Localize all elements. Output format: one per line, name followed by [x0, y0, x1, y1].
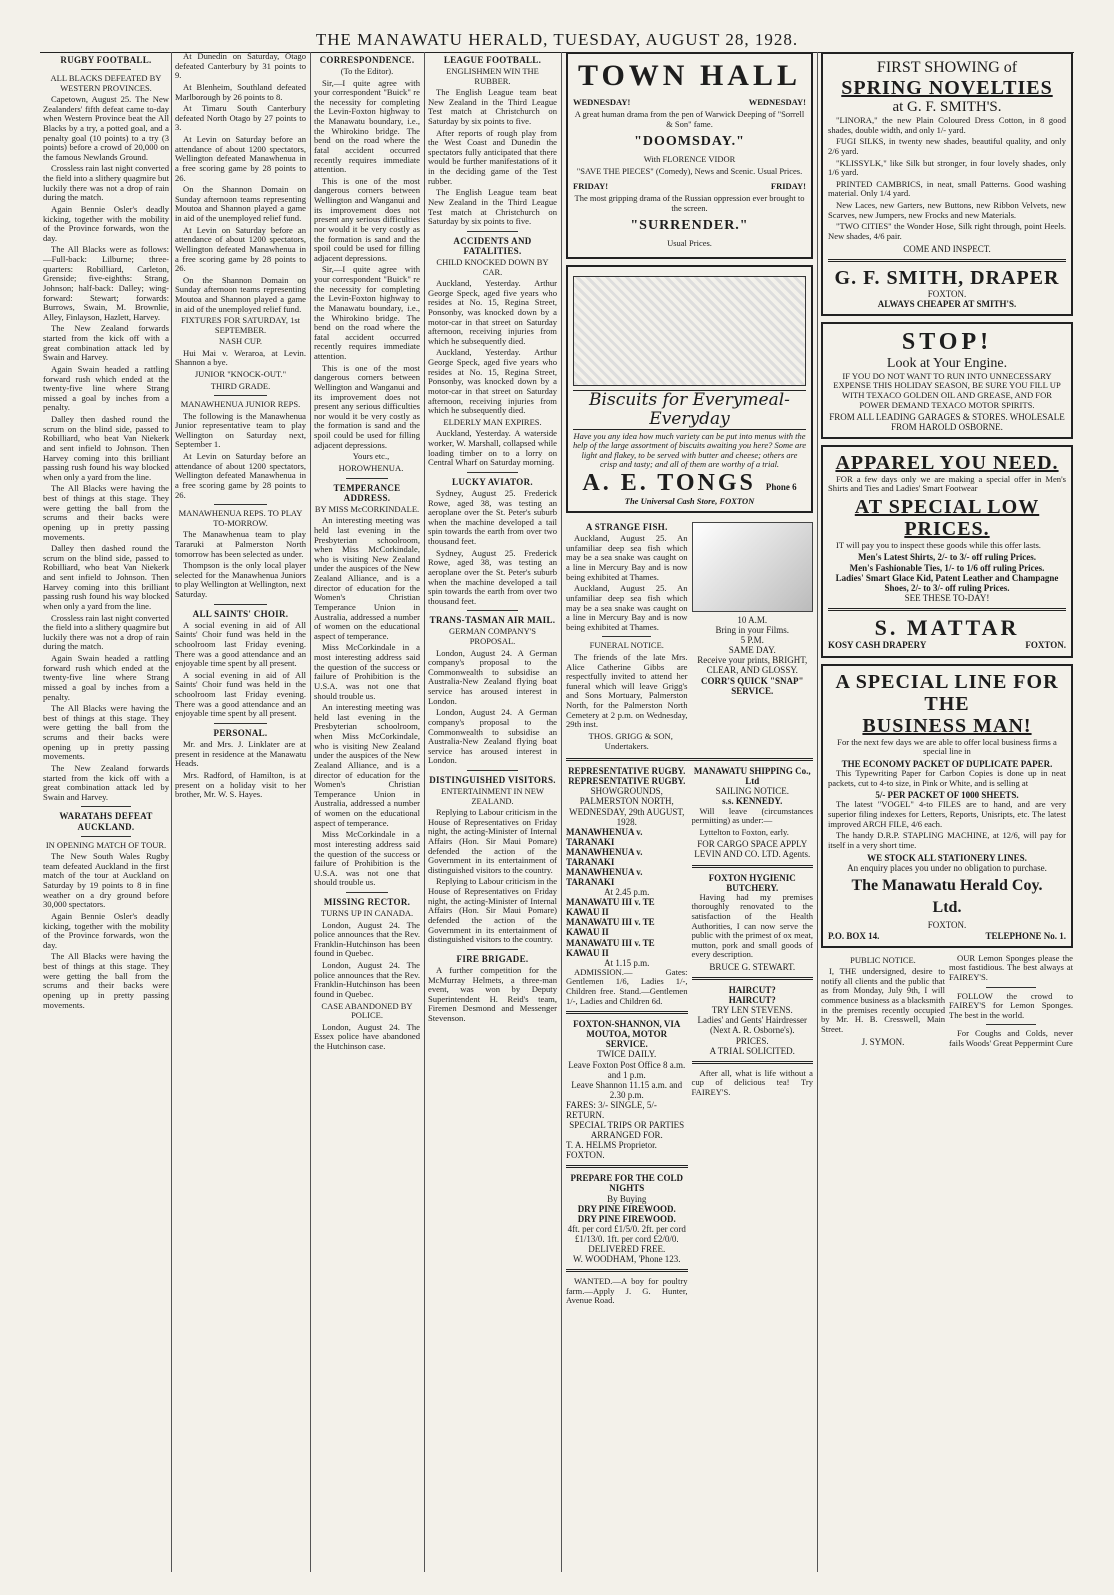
article-paragraph: Mr. and Mrs. J. Linklater are at present in residence at the Manawatu Heads.: [175, 739, 306, 769]
article-paragraph: London, August 24. A German company's proposal to the Commonwealth to subsidise an Australia-New Zealand flying boat service has aroused interest in London.: [428, 707, 557, 766]
firewood-line: DRY PINE FIREWOOD.: [577, 1213, 676, 1224]
hairdresser-text: Ladies' and Gents' Hairdresser (Next A. R. Osborne's).: [697, 1015, 807, 1036]
article-subheading: ENGLISHMEN WIN THE RUBBER.: [446, 66, 539, 86]
article-paragraph: London, August 24. The Essex police have abandoned the Hutchinson case.: [314, 1021, 420, 1051]
article-subheading: CHILD KNOCKED DOWN BY CAR.: [436, 257, 549, 277]
texaco-copy: IF YOU DO NOT WANT TO RUN INTO UNNECESSARY EXPENSE THIS HOLIDAY SEASON, BE SURE YOU FILL UP WITH TEXACO GOLDEN OIL AND GREASE, AND FOR POWER DEMAND TEXACO MOTOR SPIRITS.: [833, 370, 1061, 410]
fixture-line: Hui Mai v. Weraroa, at Levin. Shannon a bye.: [175, 347, 306, 368]
waratahs-heading: WARATAHS DEFEAT AUCKLAND.: [59, 811, 153, 832]
mattar-tagline: KOSY CASH DRAPERY: [828, 640, 927, 651]
article-paragraph: The All Blacks were having the best of things at this stage. They were getting the ball from the scrums and their backs were opening up in pretty passing movements.: [43, 703, 169, 762]
funeral-signature: THOS. GRIGG & SON, Undertakers.: [588, 730, 673, 751]
article-paragraph: Again Bennie Osler's deadly kicking, together with the mobility of the Province forwards, won the day.: [43, 203, 169, 243]
article-paragraph: Replying to Labour criticism in the House of Representatives on Friday night, the acting-Minister of Internal Affairs (Hon. Sir Maui Pomare) defended the action of the Government in its entertainment of distinguished visitors to the country.: [428, 807, 558, 875]
choir-heading: ALL SAINTS' CHOIR.: [192, 608, 289, 619]
herald-company-ltd: Ltd.: [932, 898, 962, 916]
motor-service-heading: FOXTON-SHANNON, VIA MOUTOA, MOTOR SERVICE.: [573, 1019, 681, 1050]
apparel-ad: [821, 445, 1073, 657]
offer-line: Ladies' Smart Glace Kid, Patent Leather and Champagne Shoes, 2/- to 3/- off ruling Prices.: [835, 572, 1059, 593]
correspondence-heading: CORRESPONDENCE.: [319, 55, 415, 65]
public-notice-heading: PUBLIC NOTICE.: [850, 954, 916, 965]
fixture-line: THIRD GRADE.: [210, 380, 271, 391]
shipping-text: Lyttelton to Foxton, early.: [699, 826, 789, 837]
store-tagline: The Universal Cash Store, FOXTON: [624, 495, 755, 506]
wednesday-label: WEDNESDAY!: [573, 96, 631, 107]
fairey-ad: OUR Lemon Sponges please the most fastidious. The best always at FAIREY'S.: [949, 952, 1073, 982]
film-description: A great human drama from the pen of Warwick Deeping of "Sorrell & Son" fame.: [574, 109, 805, 129]
article-paragraph: Miss McCorkindale in a most interesting address said the question of the success or failure of Prohibition is the U.S.A. was not one that should trouble us.: [314, 829, 420, 888]
engine-line: Look at Your Engine.: [886, 356, 1008, 372]
article-paragraph: London, August 24. The police announces that the Rev. Franklin-Hutchinson has been found in Quebec.: [314, 919, 420, 959]
airmail-heading: TRANS-TASMAN AIR MAIL.: [429, 615, 556, 626]
product-line: PRINTED CAMBRICS, in neat, small Patterns. Good washing material. Only 1/4 yard.: [828, 178, 1066, 199]
article-paragraph: The All Blacks were as follows:—Full-back: Lilburne; three-quarters: Robilliard, Carleton, Grenside; five-eighths: Strang, Johnson; half-back: Dalley; wing-forward: Stewart; forwards: Burrows, Swain, M. Brownlie, Alley, Finlayson, Hazlett, Harvey.: [43, 244, 169, 322]
film-tube-image: [692, 522, 814, 612]
article-paragraph: Replying to Labour criticism in the House of Representatives on Friday night, the acting-Minister of Internal Affairs (Hon. Sir Maui Pomare) defended the action of the Government in its entertainment of distinguished visitors to the country.: [428, 876, 558, 945]
article-paragraph: The English League team beat New Zealand in the Third League Test match at Christchurch on Saturday by six points to five.: [428, 187, 557, 227]
herald-town: FOXTON.: [927, 920, 967, 931]
rugby-heading: RUGBY FOOTBALL.: [60, 55, 152, 65]
article-paragraph: Again Swain headed a rattling forward rush which ended at the twenty-five line where Strang missed a goal by inches from a penalty.: [43, 363, 169, 413]
column-6: [818, 52, 1076, 1572]
article-subheading: TURNS UP IN CANADA.: [320, 908, 414, 919]
temperance-heading: TEMPERANCE ADDRESS.: [333, 482, 401, 503]
article-paragraph: The All Blacks were having the best of things at this stage. They were getting the ball from the scrums and their backs were opening up in pretty passing movements.: [43, 483, 169, 542]
shipping-heading: MANAWATU SHIPPING Co., Ltd: [693, 766, 811, 787]
column-4: [425, 52, 560, 1572]
article-paragraph: At Levin on Saturday before an attendance of about 1200 spectators, Wellington defeated Manawhenua in a free scoring game by 28 points to 26.: [175, 224, 306, 274]
article-paragraph: Auckland, Yesterday. A waterside worker, W. Marshall, collapsed while loading timber on to a lorry on Central Wharf on Saturday morning.: [428, 428, 557, 468]
fixture-line: NASH CUP.: [219, 336, 262, 347]
article-paragraph: On the Shannon Domain on Sunday afternoon teams representing Moutoa and Shannon played a game in aid of the unemployed relief fund.: [175, 184, 306, 223]
texaco-stockists: FROM ALL LEADING GARAGES & STORES. WHOLESALE FROM HAROLD OSBORNE.: [829, 412, 1065, 433]
match-line: MANAWHENUA v. TARANAKI: [566, 826, 643, 847]
prices: Usual Prices.: [667, 238, 712, 249]
biscuit-copy: Have you any idea how much variety can be put into menus with the help of the large assortment of biscuits awaiting you here? Some are light and flakey, to be served with butter and cheese; others are crisp and tasty; and all of them are worthy of a trial.: [573, 430, 807, 470]
film-star: With FLORENCE VIDOR: [643, 153, 736, 164]
fairey-ad: After all, what is life without a cup of delicious tea! Try FAIREY'S.: [691, 1067, 813, 1097]
apparel-copy: IT will pay you to inspect these goods while this offer lasts.: [836, 539, 1041, 550]
service-line: TWICE DAILY.: [597, 1049, 657, 1060]
stationery-copy: For the next few days we are able to offer local business firms a special line in: [837, 736, 1057, 757]
spring-title: SPRING NOVELTIES: [841, 76, 1053, 99]
stationery-copy: The handy D.R.P. STAPLING MACHINE, at 12/6, will pay for itself in a very short time.: [828, 830, 1066, 850]
wednesday-label: WEDNESDAY!: [748, 96, 806, 107]
stationery-enquiry: An enquiry places you under no obligation to purchase.: [847, 862, 1047, 873]
shipping-text: Will leave (circumstances permitting) as under:—: [691, 805, 813, 826]
article-paragraph: Sir,—I quite agree with your correspondent "Buick" re the necessity for completing the Levin-Foxton highway to the Manawatu boundary, i.e., the Whirokino bridge. The bend on the road where the fatal accident occurred recently requires immediate attention.: [314, 264, 420, 362]
stationery-ad: [821, 664, 1073, 948]
firewood-prices: 4ft. per cord £1/5/0. 2ft. per cord £1/13/0. 1ft. per cord £2/0/0.: [567, 1223, 686, 1244]
match-line: MANAWATU III v. TE KAWAU II: [566, 937, 655, 958]
article-paragraph: Auckland, Yesterday. Arthur George Speck, aged five years who resides at No. 15, Regina Street, Ponsonby, was knocked down by a motor-car in that street on Saturday afternoon, receiving injuries from which he subsequently died.: [428, 347, 557, 416]
fire-brigade-heading: FIRE BRIGADE.: [456, 953, 529, 964]
stationery-price: 5/- PER PACKET OF 1000 SHEETS.: [875, 790, 1019, 801]
sailing-notice: SAILING NOTICE.: [715, 786, 789, 797]
butchery-signature: BRUCE G. STEWART.: [709, 962, 796, 973]
article-paragraph: A social evening in aid of All Saints' Choir fund was held in the schoolroom last Friday evening. There was a good attendance and an enjoyable time spent by all present.: [175, 669, 306, 719]
product-line: "KLISSYLK," like Silk but stronger, in four lovely shades, only 1/6 yard.: [828, 157, 1066, 178]
article-paragraph: This is one of the most dangerous corners between Wellington and Wanganui and its improvement does not present any serious difficulties nor would it be very costly as the formation is sand and the spoil could be used for filling adjacent depressions.: [314, 175, 420, 263]
firewood-seller: W. WOODHAM, 'Phone 123.: [572, 1253, 681, 1264]
town-hall-ad: [566, 52, 813, 259]
article-paragraph: Dalley then dashed round the scrum on the blind side, passed to Robilliard, who beat Van Niekerk and sent infield to Johnson. Then Harvey coming into this brilliant passing rush found his way blocked when only a yard from the line.: [43, 414, 169, 482]
article-subheading: GERMAN COMPANY'S PROPOSAL.: [449, 626, 536, 646]
article-paragraph: London, August 24. The police announces that the Rev. Franklin-Hutchinson has been found in Quebec.: [314, 960, 420, 999]
article-paragraph: Capetown, August 25. The New Zealanders' fifth defeat came to-day when Western Province beat the All Blacks by a try, a potted goal, and a penalty goal (10 points) to a try (3 points) before a crowd of 20,000 on the famous Newlands Ground.: [43, 94, 169, 162]
film-description: The most gripping drama of the Russian oppression ever brought to the screen.: [574, 193, 805, 213]
fixture-line: JUNIOR "KNOCK-OUT.": [194, 369, 287, 380]
fairey-ad: FOLLOW the crowd to FAIREY'S for Lemon Sponges. The best in the world.: [949, 990, 1073, 1020]
proprietor: T. A. HELMS Proprietor. FOXTON.: [566, 1140, 657, 1161]
article-paragraph: London, August 24. A German company's proposal to the Commonwealth to subsidise an Australia-New Zealand flying boat service has aroused interest in London.: [428, 647, 557, 706]
firewood-line: By Buying: [607, 1193, 647, 1204]
town-hall-title: TOWN HALL: [578, 59, 801, 92]
draper-town: FOXTON.: [927, 289, 967, 300]
article-paragraph: Dalley then dashed round the scrum on the blind side, passed to Robilliard, who beat Van Niekerk and sent infield to Johnson. Then Harvey coming into this brilliant passing rush found his way blocked when only a yard from the line.: [43, 543, 169, 611]
apparel-copy: FOR a few days only we are making a special offer in Men's Shirts and Ties and Ladies' Smart Footwear: [828, 473, 1066, 494]
public-notice-text: I, THE undersigned, desire to notify all clients and the public that as from Monday, July 9th, I will commence business as a blacksmith in the premises recently occupied by Mr. H. B. Cresswell, Main Street.: [821, 966, 945, 1034]
article-paragraph: At Timaru South Canterbury defeated North Otago by 27 points to 3.: [175, 103, 306, 133]
snap-line: SAME DAY.: [728, 645, 776, 656]
mattar-town: FOXTON.: [1025, 640, 1066, 651]
butchery-heading: FOXTON HYGIENIC BUTCHERY.: [708, 872, 796, 893]
article-paragraph: The Manawhenua team to play Tararuki at Palmerston North tomorrow has been selected as under.: [175, 529, 306, 559]
article-paragraph: The New South Wales Rugby team defeated Auckland in the first match of the tour at Auckland on Saturday by 19 points to 8 in fine weather on a dry ground before 30,000 spectators.: [43, 851, 169, 910]
article-paragraph: Sydney, August 25. Frederick Rowe, aged 38, was testing an aeroplane over the St. Peter's suburb when the machine developed a tail spin towards the earth from over two thousand feet.: [428, 547, 557, 606]
haircut-heading: HAIRCUT?: [728, 985, 776, 996]
article-paragraph: Auckland, August 25. An unfamiliar deep sea fish which may be a sea snake was caught on a line in Mercury Bay and is now being exhibited at Thames.: [566, 533, 688, 582]
article-paragraph: After reports of rough play from the West Coast and Dunedin the spectators fully anticipated that there would be further manifestations of it in the deciding game of the Test rubber.: [428, 127, 557, 186]
aviator-heading: LUCKY AVIATOR.: [452, 476, 533, 487]
snap-line: Bring in your Films.: [715, 625, 789, 636]
apparel-title: APPAREL YOU NEED.: [835, 452, 1059, 475]
store-name: A. E. TONGS: [582, 469, 756, 496]
article-paragraph: Mrs. Radford, of Hamilton, is at present on a holiday visit to her brother, Mr. W. S. Hayes.: [175, 769, 306, 800]
admission: ADMISSION.— Gates: Gentlemen 1/6, Ladies 1/-, Children free. Stand.—Gentlemen 1/-, Ladies and Children 6d.: [566, 966, 688, 1006]
article-paragraph: Again Swain headed a rattling forward rush which ended at the twenty-five line where Strang missed a goal by inches from a penalty.: [43, 653, 169, 702]
snap-line: Receive your prints, BRIGHT, CLEAR, AND GLOSSY.: [697, 655, 808, 676]
butchery-text: Having had my premises thoroughly renovated to the satisfaction of the Health Authorities, I can now serve the public with the primest of ox meat, mutton, pork and small goods of every description.: [691, 891, 813, 960]
league-heading: LEAGUE FOOTBALL.: [443, 55, 542, 65]
fixtures-heading: FIXTURES FOR SATURDAY, 1st SEPTEMBER.: [180, 315, 301, 335]
funeral-text: The friends of the late Mrs. Alice Catherine Gibbs are respectfully invited to attend her funeral which will leave Grigg's and Sons Mortuary, Palmerston North, for the Palmerston North Cemetery at 2 p.m. on Wednesday, 29th inst.: [566, 651, 688, 730]
public-notice-signature: J. SYMON.: [861, 1036, 905, 1047]
cargo-notice: FOR CARGO SPACE APPLY LEVIN AND CO. LTD. Agents.: [694, 839, 811, 860]
spring-line: at G. F. SMITH'S.: [892, 99, 1002, 116]
masthead: THE MANAWATU HERALD, TUESDAY, AUGUST 28, 1928.: [40, 30, 1074, 53]
article-subheading: ALL BLACKS DEFEATED BY WESTERN PROVINCES.: [50, 73, 162, 93]
article-paragraph: Again Bennie Osler's deadly kicking, together with the mobility of the Province forwards, won the day.: [43, 910, 169, 950]
mattar-name: S. MATTAR: [874, 614, 1020, 640]
snap-service: CORR'S QUICK "SNAP" SERVICE.: [700, 675, 804, 696]
article-paragraph: The All Blacks were having the best of things at this stage. They were getting the ball from the scrums and their backs were opening up in pretty passing movements.: [43, 951, 169, 1010]
rugby-ad-heading: REPRESENTATIVE RUGBY. REPRESENTATIVE RUGBY.: [568, 766, 686, 787]
snap-time: 5 P.M.: [740, 635, 764, 646]
article-paragraph: A further competition for the McMurray Helmets, a three-man event, was won by Deputy Superintendent H. Reid's team, Firemen Desmond and Messenger Stevenson.: [428, 964, 557, 1024]
column-1: [40, 52, 172, 1572]
article-subheading: ENTERTAINMENT IN NEW ZEALAND.: [441, 786, 544, 806]
biscuit-tin-image: [573, 276, 806, 386]
match-time: At 1.15 p.m.: [604, 957, 650, 968]
woods-ad: For Coughs and Colds, never fails Woods' Great Peppermint Cure: [949, 1028, 1073, 1049]
visitors-heading: DISTINGUISHED VISITORS.: [429, 775, 556, 785]
trial-solicited: A TRIAL SOLICITED.: [709, 1045, 795, 1056]
to-editor: (To the Editor).: [340, 66, 394, 77]
wanted-notice: WANTED.—A boy for poultry farm.—Apply J. G. Hunter, Avenue Road.: [566, 1276, 688, 1306]
article-paragraph: Auckland, Yesterday. Arthur George Speck, aged five years who resides at No. 15, Regina Street, Ponsonby, was knocked down by a motor-car in that street on Saturday afternoon, receiving injuries from which he subsequently died.: [428, 278, 557, 346]
firewood-line: DRY PINE FIREWOOD.: [577, 1203, 676, 1214]
biscuit-slogan: Biscuits for Everymeal-Everyday: [573, 390, 806, 430]
match-time: At 2.45 p.m.: [604, 887, 650, 898]
product-line: "TWO CITIES" the Wonder Hose, Silk right through, point Heels. New shades, 4/6 pair.: [828, 221, 1066, 241]
match-line: MANAWATU III v. TE KAWAU II: [566, 917, 655, 938]
film-title: "DOOMSDAY.": [634, 134, 745, 150]
telephone: TELEPHONE No. 1.: [985, 930, 1066, 941]
article-paragraph: A social evening in aid of All Saints' Choir fund was held in the schoolroom last Friday evening. There was a good attendance and an enjoyable time spent by all present.: [175, 619, 306, 669]
fish-heading: A STRANGE FISH.: [585, 522, 668, 533]
article-paragraph: The New Zealand forwards started from the kick off with a great combination attack led by Swain and Harvey.: [43, 323, 169, 363]
stop-title: STOP!: [901, 329, 993, 356]
offer-line: Men's Fashionable Ties, 1/- to 1/6 off ruling Prices.: [849, 562, 1045, 573]
match-line: MANAWHENUA v. TARANAKI: [566, 866, 643, 888]
article-paragraph: Miss McCorkindale in a most interesting address said the question of the success or failure of Prohibition is the U.S.A. was not one that should trouble us.: [314, 642, 420, 701]
film-support: "SAVE THE PIECES" (Comedy), News and Scenic. Usual Prices.: [576, 166, 803, 177]
article-paragraph: The following is the Manawhenua Junior representative team to play Wellington on Saturday next, September 1.: [175, 410, 306, 450]
come-inspect: COME AND INSPECT.: [903, 243, 991, 254]
hairdresser-name: TRY LEN STEVENS.: [711, 1005, 793, 1016]
draper-name: G. F. SMITH, DRAPER: [834, 266, 1060, 289]
article-paragraph: Thompson is the only local player selected for the Manawhenua Juniors to play Wellington at Wellington, next Saturday.: [175, 560, 307, 599]
column-3: [311, 52, 423, 1572]
stationery-copy: The latest "VOGEL" 4-to FILES are to hand, and are very superior filing indexes for Letters, Reports, Unisripts, etc. The latest improved ARCH FILE, 4/6 each.: [828, 799, 1066, 829]
draper-slogan: ALWAYS CHEAPER AT SMITH'S.: [877, 299, 1017, 310]
service-line: Leave Foxton Post Office 8 a.m. and 1 p.m.: [568, 1059, 686, 1080]
accidents-heading: ACCIDENTS AND FATALITIES.: [453, 235, 532, 256]
po-box: P.O. BOX 14.: [828, 930, 880, 941]
stationery-product: THE ECONOMY PACKET OF DUPLICATE PAPER.: [841, 758, 1053, 769]
reps-heading: MANAWHENUA REPS. TO PLAY TO-MORROW.: [178, 508, 303, 528]
article-paragraph: At Dunedin on Saturday, Otago defeated Canterbury by 31 points to 9.: [175, 52, 306, 81]
low-prices-title: AT SPECIAL LOW PRICES.: [854, 496, 1040, 541]
service-line: Leave Shannon 11.15 a.m. and 2.30 p.m.: [571, 1079, 683, 1100]
friday-label: FRIDAY!: [770, 180, 806, 191]
article-paragraph: At Levin on Saturday before an attendance of about 1200 spectators, Wellington defeated Manawhenua in a free scoring game by 28 points to 26.: [175, 451, 306, 500]
spring-novelties-ad: [821, 52, 1073, 316]
column-2: [172, 52, 309, 1572]
stationery-stock: WE STOCK ALL STATIONERY LINES.: [867, 852, 1027, 863]
haircut-heading: HAIRCUT?: [728, 995, 776, 1006]
article-paragraph: This is one of the most dangerous corners between Wellington and Wanganui and its improvement does not present any serious difficulties nor would it be very costly as the formation is sand and the spoil could be used for filling adjacent depressions.: [314, 362, 420, 450]
article-subheading: CASE ABANDONED BY POLICE.: [321, 1000, 413, 1021]
personal-heading: PERSONAL.: [213, 727, 268, 738]
business-man-title: BUSINESS MAN!: [862, 715, 1032, 738]
herald-company: The Manawatu Herald Coy.: [851, 876, 1043, 894]
film-title: "SURRENDER.": [630, 218, 749, 234]
match-line: MANAWATU III v. TE KAWAU II: [566, 897, 655, 918]
firewood-heading: PREPARE FOR THE COLD NIGHTS: [570, 1173, 683, 1194]
article-paragraph: Sydney, August 25. Frederick Rowe, aged 38, was testing an aeroplane over the St. Peter's suburb when the machine developed a tail spin towards the earth from over two thousand feet.: [428, 487, 557, 547]
snap-time: 10 A.M.: [737, 615, 768, 626]
juniors-heading: MANAWHENUA JUNIOR REPS.: [180, 399, 301, 410]
match-line: MANAWHENUA v. TARANAKI: [566, 846, 643, 867]
special-trips: SPECIAL TRIPS OR PARTIES ARRANGED FOR.: [569, 1120, 685, 1141]
article-subheading: IN OPENING MATCH OF TOUR.: [45, 839, 167, 850]
store-phone: Phone 6: [765, 481, 797, 492]
product-line: FUGI SILKS, in twenty new shades, beautiful quality, and only 2/6 yard.: [828, 136, 1066, 156]
article-paragraph: Sir,—I quite agree with your correspondent "Buick" re the necessity for completing the Levin-Foxton highway to the Manawatu boundary, i.e., the Whirokino bridge. The bend on the road where the fatal accident occurred recently requires immediate attention.: [314, 77, 420, 175]
article-paragraph: Crossless rain last night converted the field into a slithery quagmire but luckily there was not a drop of rain during the match.: [43, 163, 169, 203]
rugby-ad-location: SHOWGROUNDS, PALMERSTON NORTH, WEDNESDAY, 29th AUGUST, 1928.: [569, 786, 685, 827]
texaco-ad: [821, 322, 1073, 439]
letter-signoff: Yours etc.,: [352, 451, 390, 462]
see-today: SEE THESE TO-DAY!: [904, 592, 990, 603]
special-line-title: A SPECIAL LINE FOR THE: [835, 670, 1059, 715]
article-paragraph: At Blenheim, Southland defeated Marlborough by 26 points to 8.: [175, 81, 306, 102]
rector-heading: MISSING RECTOR.: [323, 897, 411, 908]
article-paragraph: An interesting meeting was held last evening in the Presbyterian schoolroom, when Miss McCorkindale, who is visiting New Zealand under the auspices of the New Zealand Alliance, and is a director of education for the Women's Christian Temperance Union in Australia, addressed a number of women on the educational aspect of temperance.: [314, 515, 420, 641]
column-5: [563, 52, 816, 1572]
offer-line: Men's Latest Shirts, 2/- to 3/- off ruling Prices.: [858, 552, 1036, 563]
article-subheading: BY MISS McCORKINDALE.: [314, 503, 420, 514]
fares: FARES: 3/- SINGLE, 5/- RETURN.: [566, 1099, 657, 1120]
ship-name: s.s. KENNEDY.: [722, 796, 783, 807]
spring-line: FIRST SHOWING of: [876, 59, 1018, 76]
funeral-heading: FUNERAL NOTICE.: [589, 640, 664, 651]
product-line: New Laces, new Garters, new Buttons, new Ribbon Velvets, new Scarves, new Jumpers, new Frocks and new Materials.: [828, 200, 1066, 220]
letter-signature: HOROWHENUA.: [338, 462, 404, 473]
article-paragraph: Crossless rain last night converted the field into a slithery quagmire but luckily there was not a drop of rain during the match.: [43, 612, 169, 652]
column-rule: [561, 52, 562, 1572]
article-paragraph: The English League team beat New Zealand in the Third League Test match at Christchurch on Saturday by six points to five.: [428, 87, 557, 126]
prices-label: PRICES.: [735, 1035, 769, 1046]
biscuit-ad: [566, 265, 813, 514]
article-paragraph: Auckland, August 25. An unfamiliar deep sea fish which may be a sea snake was caught on a line in Mercury Bay and is now being exhibited at Thames.: [566, 583, 688, 632]
article-paragraph: At Levin on Saturday before an attendance of about 1200 spectators, Wellington defeated Manawhenua in a free scoring game by 28 points to 26.: [175, 134, 306, 183]
article-paragraph: The New Zealand forwards started from the kick off with a great combination attack led by Swain and Harvey.: [43, 762, 169, 802]
stationery-copy: This Typewriting Paper for Carbon Copies is done up in neat packets, cut to 4-to size, in Pink or White, and is selling at: [828, 768, 1066, 788]
firewood-line: DELIVERED FREE.: [588, 1243, 666, 1254]
product-line: "LINORA," the new Plain Coloured Dress Cotton, in 8 good shades, double width, and only 1/- yard.: [828, 115, 1066, 135]
article-paragraph: On the Shannon Domain on Sunday afternoon teams representing Moutoa and Shannon played a game in aid of the unemployed relief fund.: [175, 274, 306, 314]
article-subheading: ELDERLY MAN EXPIRES.: [443, 416, 542, 427]
friday-label: FRIDAY!: [573, 180, 609, 191]
article-paragraph: An interesting meeting was held last evening in the Presbyterian schoolroom, when Miss McCorkindale, who is visiting New Zealand under the auspices of the New Zealand Alliance, and is a director of education for the Women's Christian Temperance Union in Australia, addressed a number of women on the educational aspect of temperance.: [314, 702, 420, 828]
